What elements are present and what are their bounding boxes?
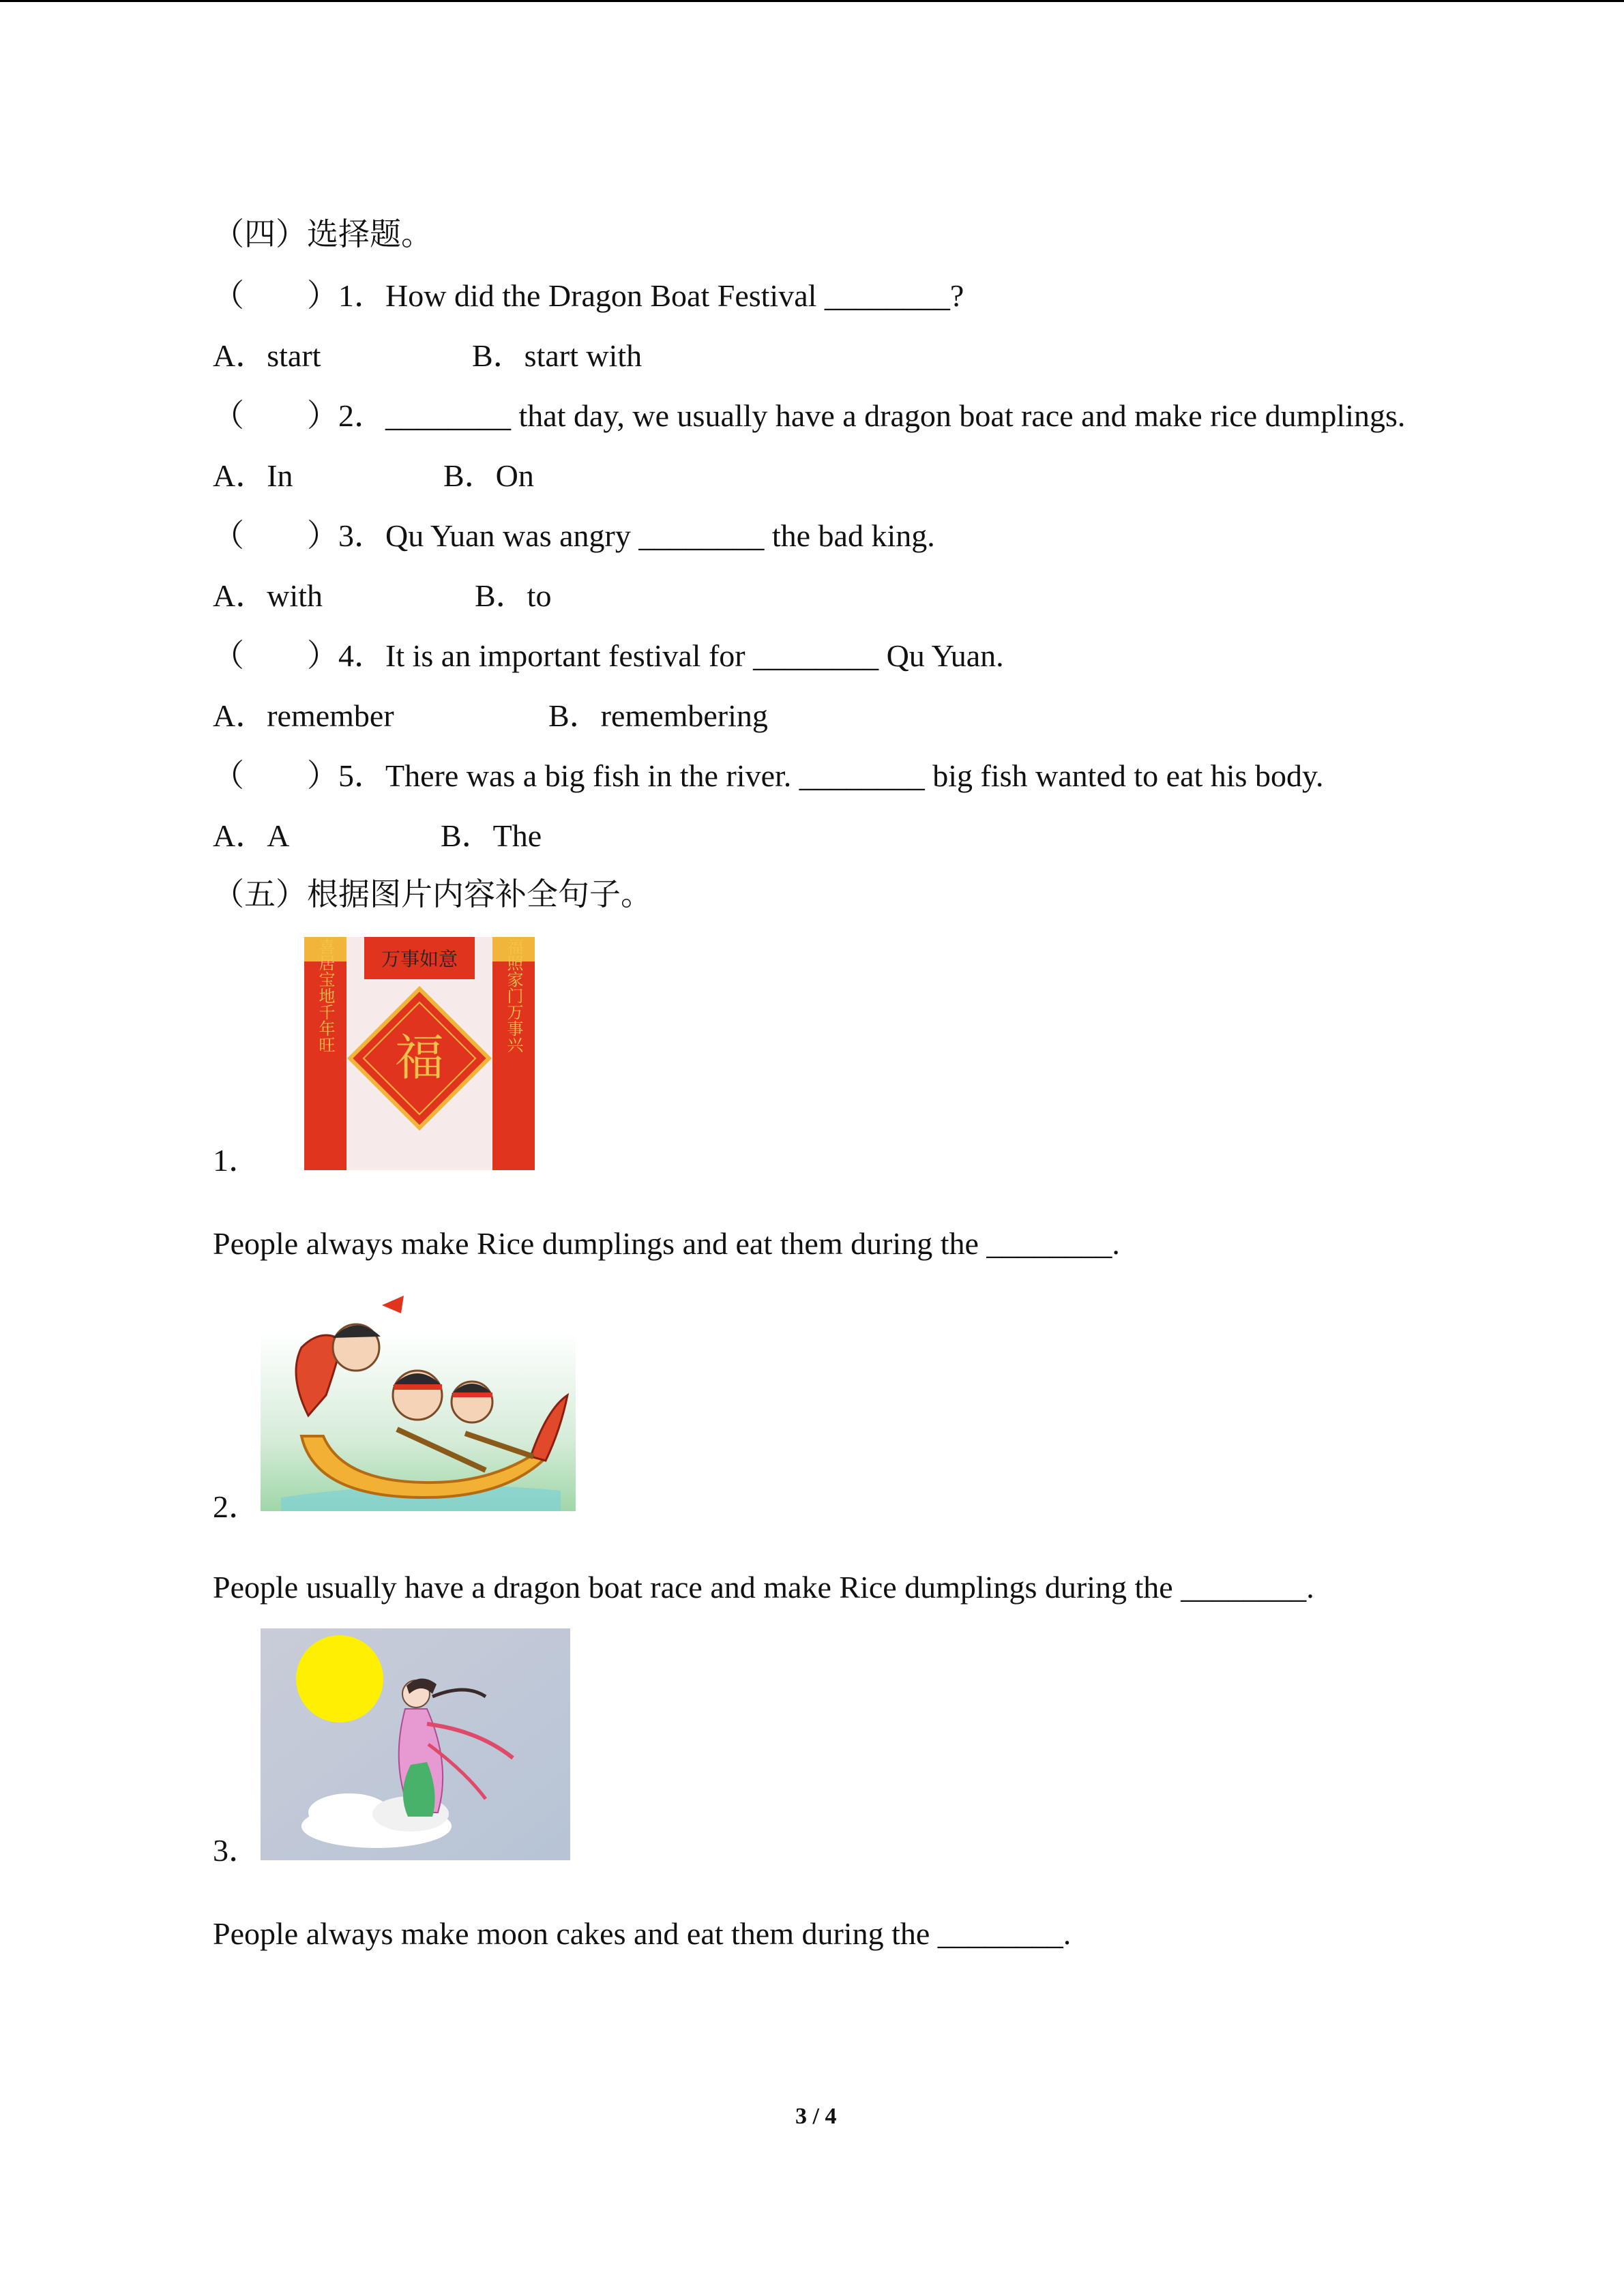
question-2-stem: （ ）2．________ that day, we usually have a dragon boat race and make rice dumplings.: [213, 398, 1406, 433]
question-1-option-b: B．start with: [472, 338, 643, 373]
left-couplet-text: 喜居宝地千年旺: [316, 938, 335, 1053]
item-3-sentence: People always make moon cakes and eat them during the ________.: [213, 1916, 1072, 1951]
item-1-sentence: People always make Rice dumplings and eat them during the ________.: [213, 1226, 1120, 1261]
question-3-stem: （ ）3．Qu Yuan was angry ________ the bad king.: [213, 518, 935, 553]
question-3-option-b: B．to: [475, 578, 552, 613]
full-moon: [296, 1635, 383, 1723]
question-5-option-b: B．The: [441, 818, 542, 853]
page-number: 3 / 4: [795, 2104, 837, 2129]
section5-heading: （五）根据图片内容补全句子。: [213, 877, 652, 912]
question-1-option-a: A．start: [213, 338, 321, 373]
question-5-option-a: A．A: [213, 818, 290, 853]
question-3-option-a: A．with: [213, 578, 323, 613]
right-couplet-text: 福照家门万事兴: [504, 938, 523, 1053]
question-1-stem: （ ）1．How did the Dragon Boat Festival ________?: [213, 278, 964, 313]
question-2-option-a: A．In: [213, 458, 293, 493]
top-border: [0, 0, 1624, 2]
question-4-option-b: B．remembering: [548, 698, 768, 733]
item-2-number: 2．: [213, 1489, 260, 1524]
item-1-number: 1．: [213, 1143, 260, 1178]
moon-change-image: [261, 1628, 570, 1860]
top-couplet-text: 万事如意: [381, 948, 458, 970]
flag: [382, 1296, 404, 1313]
question-4-option-a: A．remember: [213, 698, 394, 733]
section4-heading: （四）选择题。: [213, 217, 432, 252]
item-3-number: 3．: [213, 1833, 260, 1868]
question-2-option-b: B．On: [443, 458, 534, 493]
question-4-stem: （ ）4．It is an important festival for ________ Qu Yuan.: [213, 638, 1004, 673]
fu-character: 福: [394, 1029, 445, 1086]
question-5-stem: （ ）5．There was a big fish in the river. ________ big fish wanted to eat his body.: [213, 758, 1324, 793]
spring-couplets-image: [304, 937, 535, 1170]
item-2-sentence: People usually have a dragon boat race and make Rice dumplings during the ________.: [213, 1570, 1314, 1605]
dragon-boat-image: [261, 1293, 576, 1511]
